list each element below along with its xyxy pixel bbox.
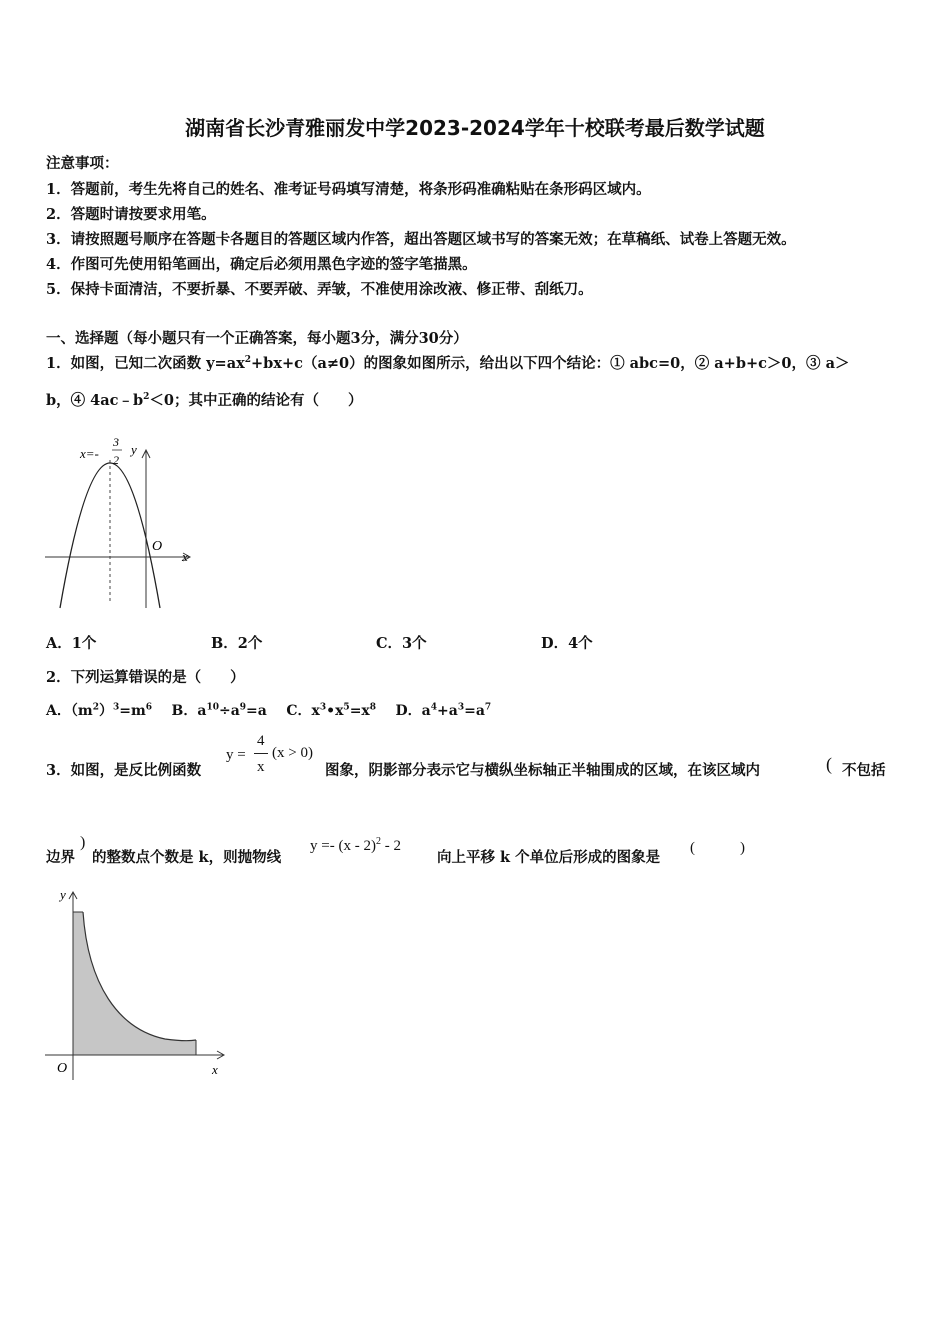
section-heading: 一、选择题（每小题只有一个正确答案，每小题3分，满分30分） bbox=[46, 330, 468, 347]
notice-heading: 注意事项： bbox=[46, 155, 119, 172]
q3-paren-open: ( bbox=[826, 754, 832, 774]
q1-sym-label: x=- bbox=[80, 446, 99, 461]
q2-options-row bbox=[46, 700, 491, 720]
q3-text-a: 3．如图，是反比例函数 bbox=[46, 762, 202, 779]
q1-option-b[interactable]: B．2个 bbox=[211, 635, 263, 652]
q2b-post: =a bbox=[246, 703, 267, 719]
q2-option-b[interactable] bbox=[172, 703, 267, 719]
q2a-s2: 3 bbox=[112, 702, 120, 713]
q1-text-b: +bx+c（a≠0）的图象如图所示，给出以下四个结论：① abc=0，② a+b+c＞0，③ a＞ bbox=[251, 355, 850, 372]
q2c-mid: •x bbox=[326, 703, 344, 719]
q1-x-label: x bbox=[182, 549, 188, 564]
q2d-pre: D．a bbox=[395, 703, 431, 719]
q1-sym-den: 2 bbox=[113, 453, 119, 467]
q2-stem: 2．下列运算错误的是（ ） bbox=[46, 669, 245, 686]
notice-item-3: 3．请按照题号顺序在答题卡各题目的答题区域内作答，超出答题区域书写的答案无效；在草稿纸、试卷上答题无效。 bbox=[46, 231, 796, 248]
q1-origin-label: O bbox=[152, 539, 163, 554]
q2b-pre: B．a bbox=[171, 703, 207, 719]
q2c-s3: 8 bbox=[369, 702, 377, 713]
notice-item-5: 5．保持卡面清洁，不要折暴、不要弄破、弄皱，不准使用涂改液、修正带、刮纸刀。 bbox=[46, 281, 593, 298]
q1-parabola-graph bbox=[40, 428, 210, 613]
notice-item-1: 1．答题前，考生先将自己的姓名、准考证号码填写清楚，将条形码准确粘贴在条形码区域内。 bbox=[46, 181, 651, 198]
q1-option-c[interactable]: C．3个 bbox=[376, 635, 427, 652]
q1-sym-num: 3 bbox=[113, 435, 119, 449]
q3-f2-tail: - 2 bbox=[380, 838, 401, 854]
q3-paren-close: ) bbox=[80, 834, 86, 851]
q1-stem-line2 bbox=[46, 389, 363, 410]
q2a-pre: A．（m bbox=[46, 703, 93, 719]
q1-stem-line1 bbox=[46, 352, 849, 373]
q2-option-a[interactable] bbox=[46, 703, 152, 719]
q2d-mid: +a bbox=[437, 703, 458, 719]
q2d-s2: 3 bbox=[457, 702, 465, 713]
q3-f1-cond: (x > 0) bbox=[272, 745, 313, 761]
page-title: 湖南省长沙青雅丽发中学2023-2024学年十校联考最后数学试题 bbox=[185, 116, 765, 140]
q2b-mid: ÷a bbox=[218, 703, 240, 719]
q2b-s2: 9 bbox=[239, 702, 247, 713]
q1-option-d[interactable]: D．4个 bbox=[541, 635, 593, 652]
q2a-post: =m bbox=[119, 703, 146, 719]
q3-shaded-region bbox=[73, 912, 196, 1055]
q3-x-label: x bbox=[212, 1062, 218, 1077]
q1-sup2: 2 bbox=[143, 392, 150, 403]
q2-option-d[interactable] bbox=[396, 703, 492, 719]
q3-f1-bar bbox=[254, 753, 268, 754]
q2c-s2: 5 bbox=[343, 702, 350, 713]
q3-hyperbola-graph bbox=[40, 884, 240, 1084]
q2d-s1: 4 bbox=[430, 702, 438, 713]
q3-origin-label: O bbox=[57, 1061, 68, 1076]
q3-text-b: 图象，阴影部分表示它与横纵坐标轴正半轴围成的区域，在该区域内 bbox=[325, 762, 760, 779]
q2c-s1: 3 bbox=[319, 702, 327, 713]
q2a-mid: ） bbox=[98, 703, 113, 719]
q3-y-label: y bbox=[60, 887, 66, 902]
q1-sup: 2 bbox=[244, 355, 252, 366]
q2a-s3: 6 bbox=[145, 702, 153, 713]
q1-text-c: b，④ 4ac﹣b bbox=[46, 392, 144, 409]
q1-text-a: 1．如图，已知二次函数 y=ax bbox=[46, 355, 245, 372]
q3-answer-bracket[interactable]: ( ) bbox=[690, 840, 745, 856]
q2c-pre: C．x bbox=[286, 703, 320, 719]
q3-f1-num: 4 bbox=[257, 733, 265, 749]
q2d-s3: 7 bbox=[484, 702, 492, 713]
q3-text-c: 不包括 bbox=[842, 762, 886, 779]
q1-text-d: ＜0；其中正确的结论有（ ） bbox=[149, 392, 363, 409]
notice-item-4: 4．作图可先使用铅笔画出，确定后必须用黑色字迹的签字笔描黑。 bbox=[46, 256, 477, 273]
q3-f2-sup: 2 bbox=[375, 836, 381, 847]
q2b-s1: 10 bbox=[206, 702, 219, 713]
q2c-post: =x bbox=[349, 703, 370, 719]
q3-formula-2 bbox=[310, 836, 401, 855]
q1-y-label: y bbox=[131, 442, 137, 457]
q2-option-c[interactable] bbox=[286, 703, 376, 719]
q3-text-d: 边界 bbox=[46, 849, 75, 866]
q2d-post: =a bbox=[464, 703, 485, 719]
q1-option-a[interactable]: A．1个 bbox=[46, 635, 97, 652]
q3-f1-left: y = bbox=[226, 747, 246, 763]
q3-text-e: 的整数点个数是 k，则抛物线 bbox=[92, 849, 282, 866]
q3-text-f: 向上平移 k 个单位后形成的图象是 bbox=[437, 849, 661, 866]
q2a-s1: 2 bbox=[92, 702, 99, 713]
q3-f1-den: x bbox=[257, 759, 265, 775]
q3-f2-main: y =- (x - 2) bbox=[310, 838, 376, 854]
notice-item-2: 2．答题时请按要求用笔。 bbox=[46, 206, 216, 223]
